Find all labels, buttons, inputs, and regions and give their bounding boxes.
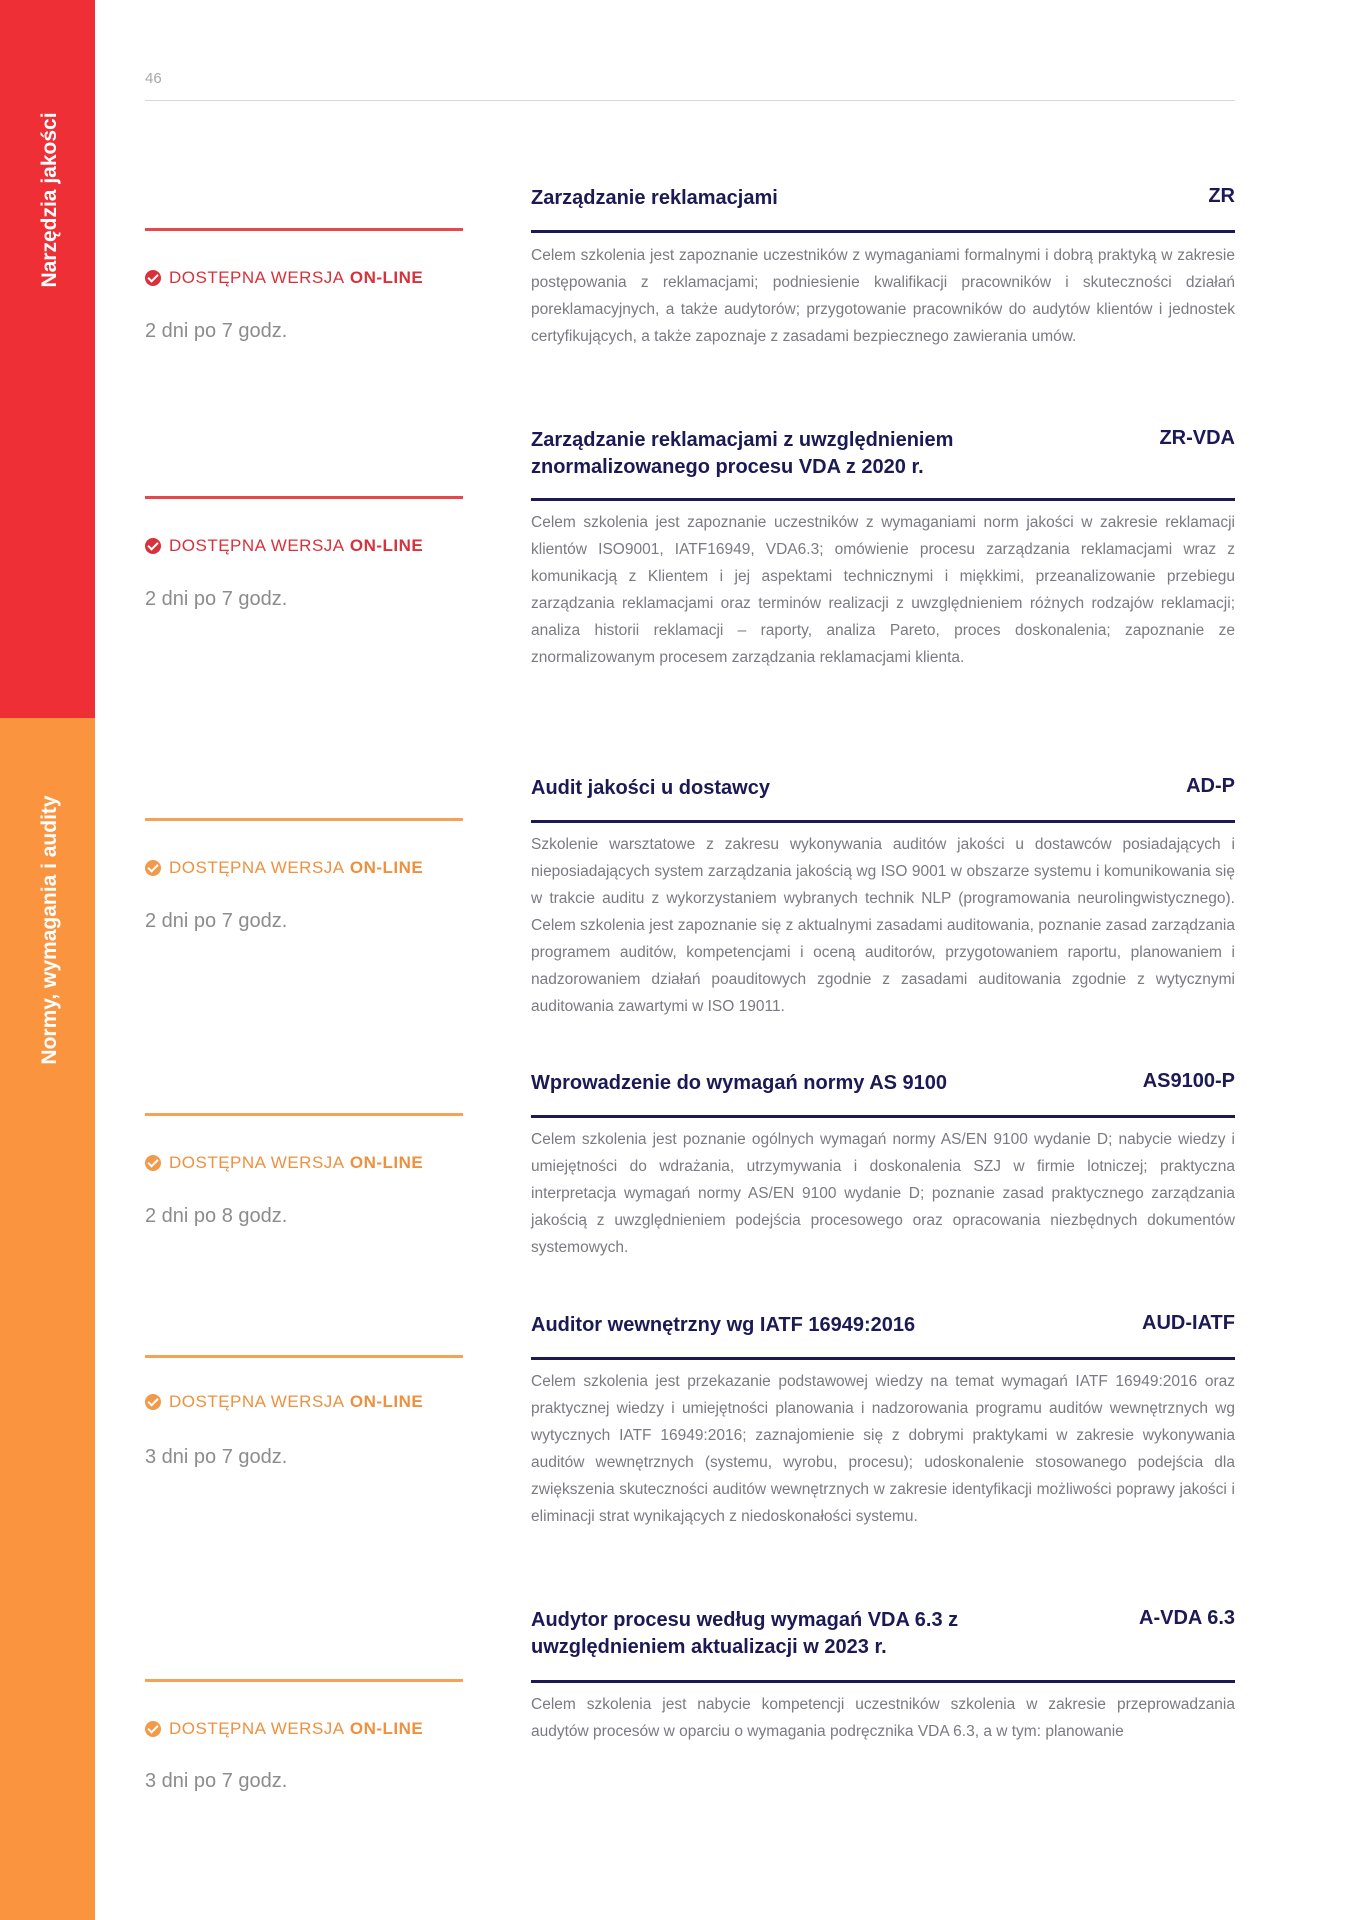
section-label-norms-audits: Normy, wymagania i audity <box>38 795 61 1065</box>
course-title: Zarządzanie reklamacjami z uwzględnieniem znormalizowanego procesu VDA z 2020 r. <box>531 429 954 478</box>
course-title: Auditor wewnętrzny wg IATF 16949:2016 <box>531 1314 916 1336</box>
badge-prefix: DOSTĘPNA WERSJA <box>169 1153 345 1172</box>
online-badge <box>145 536 423 556</box>
course-description: Celem szkolenia jest przekazanie podstawowej wiedzy na temat wymagań IATF 16949:2016 oraz praktycznej wiedzy i umiejętności planowania i nadzorowania programu auditów wewnętrznych wg wytycznych IATF 16949:2016; zaznajomienie się z dobrymi praktykami w zakresie wykonywania auditów wewnętrznych (systemu, wyrobu, procesu); udoskonalenie stosowanego podejścia dla zwiększenia skuteczności auditów wewnętrznych w zakresie identyfikacji możliwości poprawy jakości i eliminacji strat wynikających z niedoskonałości systemu. <box>531 1373 1235 1525</box>
online-badge <box>145 268 423 288</box>
course-title: Audit jakości u dostawcy <box>531 777 770 799</box>
left-divider <box>145 1113 463 1116</box>
header-divider <box>145 100 1235 101</box>
title-divider <box>531 498 1235 501</box>
course-duration: 2 dni po 7 godz. <box>145 910 288 932</box>
left-divider <box>145 1679 463 1682</box>
left-divider <box>145 228 463 231</box>
course-title: Zarządzanie reklamacjami <box>531 187 778 209</box>
page-number: 46 <box>145 70 162 87</box>
course-code: AD-P <box>1186 775 1235 797</box>
section-tab-quality-tools <box>0 0 95 718</box>
badge-online: ON-LINE <box>349 1392 424 1411</box>
badge-online: ON-LINE <box>349 1719 424 1738</box>
course-code: A-VDA 6.3 <box>1139 1607 1235 1629</box>
badge-online: ON-LINE <box>349 536 424 555</box>
course-description: Szkolenie warsztatowe z zakresu wykonywania auditów jakości u dostawców posiadających i nieposiadających system zarządzania jakością wg ISO 9001 w obszarze systemu i komunikowania się w trakcie auditu z wykorzystaniem wybranych technik NLP (programowania neurolingwistycznego). Celem szkolenia jest zapoznanie się z aktualnymi zasadami auditowania, poznanie zasad zarządzania programem auditów, kompetencjami i oceną auditorów, przygotowaniem raportu, planowaniem i nadzorowaniem działań poauditowych zgodnie z zasadami auditowania zgodnie z wytycznymi auditowania zawartymi w ISO 19011. <box>531 836 1235 1015</box>
title-divider <box>531 820 1235 823</box>
check-circle-icon <box>145 538 161 554</box>
badge-prefix: DOSTĘPNA WERSJA <box>169 268 345 287</box>
course-description: Celem szkolenia jest zapoznanie uczestników z wymaganiami formalnymi i dobrą praktyką w zakresie postępowania z reklamacjami; podniesienie kwalifikacji pracowników i skuteczności działań poreklamacyjnych, a także audytorów; przygotowanie pracowników do audytów klientów i jednostek certyfikujących, a także zapoznaje z zasadami bezpiecznego zawierania umów. <box>531 247 1235 345</box>
course-title: Wprowadzenie do wymagań normy AS 9100 <box>531 1072 948 1094</box>
badge-online: ON-LINE <box>349 858 424 877</box>
course-duration: 2 dni po 8 godz. <box>145 1205 288 1227</box>
title-divider <box>531 230 1235 233</box>
online-badge <box>145 1719 423 1739</box>
check-circle-icon <box>145 1394 161 1410</box>
badge-online: ON-LINE <box>349 1153 424 1172</box>
section-label-quality-tools: Narzędzia jakości <box>38 112 61 288</box>
title-divider <box>531 1115 1235 1118</box>
course-code: ZR <box>1208 185 1235 207</box>
online-badge <box>145 1153 423 1173</box>
course-code: ZR-VDA <box>1159 427 1235 449</box>
course-description: Celem szkolenia jest zapoznanie uczestników z wymaganiami norm jakości w zakresie reklamacji klientów ISO9001, IATF16949, VDA6.3; omówienie procesu zarządzania reklamacjami wraz z komunikacją z Klientem i jej aspektami technicznymi i miękkimi, przeanalizowanie przebiegu zarządzania reklamacjami oraz terminów realizacji z uwzględnieniem różnych rodzajów reklamacji; analiza historii reklamacji – raporty, analiza Pareto, proces doskonalenia; zapoznanie ze znormalizowanym procesem zarządzania reklamacjami klienta. <box>531 514 1235 666</box>
check-circle-icon <box>145 1155 161 1171</box>
left-divider <box>145 818 463 821</box>
title-divider <box>531 1680 1235 1683</box>
course-duration: 3 dni po 7 godz. <box>145 1770 288 1792</box>
online-badge <box>145 858 423 878</box>
title-divider <box>531 1357 1235 1360</box>
course-title: Audytor procesu według wymagań VDA 6.3 z uwzględnieniem aktualizacji w 2023 r. <box>531 1609 959 1658</box>
badge-prefix: DOSTĘPNA WERSJA <box>169 858 345 877</box>
badge-prefix: DOSTĘPNA WERSJA <box>169 1719 345 1738</box>
course-duration: 3 dni po 7 godz. <box>145 1446 288 1468</box>
course-description: Celem szkolenia jest nabycie kompetencji uczestników szkolenia w zakresie przeprowadzania audytów procesów w oparciu o wymagania podręcznika VDA 6.3, a w tym: planowanie <box>531 1696 1235 1740</box>
course-description: Celem szkolenia jest poznanie ogólnych wymagań normy AS/EN 9100 wydanie D; nabycie wiedzy i umiejętności do wdrażania, utrzymywania i doskonalenia SZJ w firmie lotniczej; praktyczna interpretacja wymagań normy AS/EN 9100 wydanie D; poznanie zasad praktycznego zarządzania jakością z uwzględnieniem podejścia procesowego oraz opracowania niezbędnych dokumentów systemowych. <box>531 1131 1235 1256</box>
check-circle-icon <box>145 270 161 286</box>
badge-prefix: DOSTĘPNA WERSJA <box>169 1392 345 1411</box>
online-badge <box>145 1392 423 1412</box>
left-divider <box>145 1355 463 1358</box>
left-divider <box>145 496 463 499</box>
check-circle-icon <box>145 1721 161 1737</box>
badge-prefix: DOSTĘPNA WERSJA <box>169 536 345 555</box>
course-duration: 2 dni po 7 godz. <box>145 320 288 342</box>
check-circle-icon <box>145 860 161 876</box>
course-code: AS9100-P <box>1142 1070 1235 1092</box>
course-code: AUD-IATF <box>1142 1312 1235 1334</box>
course-duration: 2 dni po 7 godz. <box>145 588 288 610</box>
badge-online: ON-LINE <box>349 268 424 287</box>
